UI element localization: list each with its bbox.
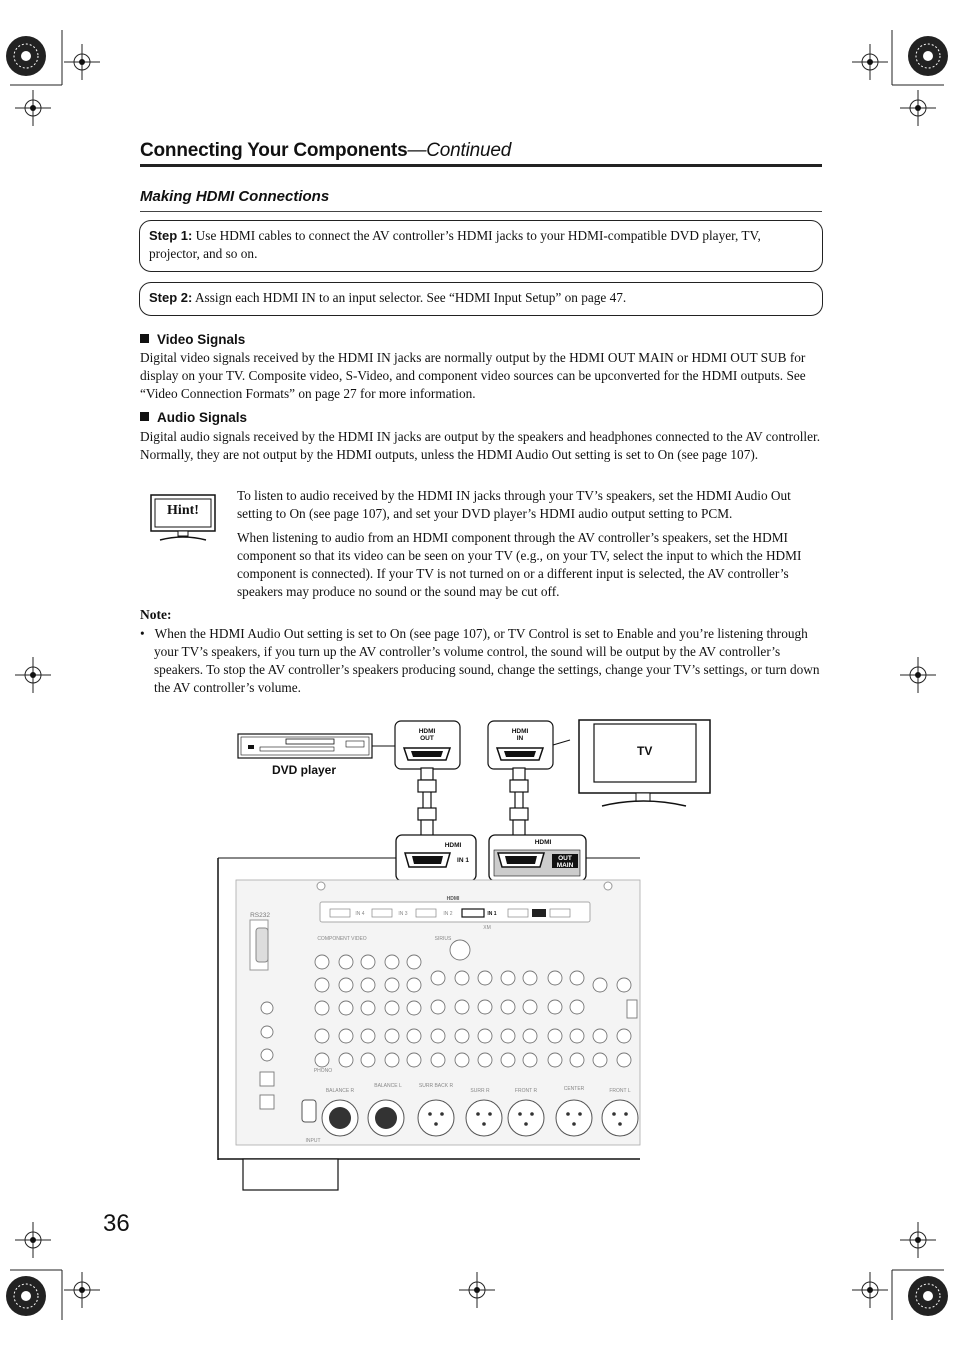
panel-surr-r-label: SURR R bbox=[470, 1088, 490, 1094]
panel-center-label: CENTER bbox=[563, 1086, 585, 1092]
hdmi-out-label: HDMI OUT bbox=[418, 728, 436, 742]
step-1-label: Step 1: bbox=[149, 228, 193, 243]
panel-hdmi-label: HDMI bbox=[446, 896, 460, 902]
receiver-rear-panel bbox=[218, 858, 640, 1190]
note-heading: Note: bbox=[140, 607, 172, 622]
hint-label: Hint! bbox=[167, 503, 199, 518]
note-item: • When the HDMI Audio Out setting is set to On (see page 107), or TV Control is set to Enable and you’re listening through your TV’s speakers, if you turn up the AV controller’s volume control, the sound will be output by the AV controller’s speakers. To stop the AV controller’s speakers producing sound, change the settings, change your TV’s settings, or turn down the AV controller’s volume. bbox=[140, 626, 820, 695]
panel-in3-label: IN 3 bbox=[398, 911, 408, 917]
receiver-hdmi-right-label: HDMI bbox=[534, 839, 552, 846]
panel-in4-label: IN 4 bbox=[355, 911, 365, 917]
step-2-text: Assign each HDMI IN to an input selector. See “HDMI Input Setup” on page 47. bbox=[194, 290, 627, 305]
page-header-title: Connecting Your Components—Continued bbox=[140, 140, 512, 161]
panel-component-video-label: COMPONENT VIDEO bbox=[317, 936, 367, 942]
panel-balance-r-label: BALANCE R bbox=[325, 1088, 355, 1094]
step-2-label: Step 2: bbox=[149, 290, 193, 305]
audio-signals-text: Digital audio signals received by the HDMI IN jacks are output by the speakers and headphones connected to the AV controller. Normally, they are not output by the HDMI outputs, unless the HDMI Audio Out setting is set to On (see page 107). bbox=[140, 429, 821, 462]
out-main-label: OUT MAIN bbox=[556, 855, 574, 869]
hint-paragraph-2: When listening to audio from an HDMI component through the AV controller’s speakers, set the HDMI component so that its video can be seen on your TV (e.g., on your TV, select the input to which the HDMI component is connected). If your TV is not turned on or a different input is selected, the AV controller’s speakers may produce no sound or the sound may be cut off. bbox=[237, 530, 802, 599]
panel-rs232-label: RS232 bbox=[250, 912, 270, 919]
panel-in2-label: IN 2 bbox=[443, 911, 453, 917]
panel-front-l-label: FRONT L bbox=[609, 1088, 631, 1094]
panel-phono-label: PHONO bbox=[313, 1068, 333, 1074]
panel-sirius-label: SIRIUS bbox=[434, 936, 452, 942]
dvd-player-label: DVD player bbox=[272, 763, 337, 777]
receiver-hdmi-left-label: HDMI bbox=[444, 842, 462, 849]
page-number: 36 bbox=[103, 1210, 130, 1237]
video-signals-text: Digital video signals received by the HDMI IN jacks are normally output by the HDMI OUT MAIN or HDMI OUT SUB for display on your TV. Composite video, S-Video, and component video sources can be upconverted for the HDMI outputs. See “Video Connection Formats” on page 27 for more information. bbox=[140, 350, 806, 401]
hint-paragraph-1: To listen to audio received by the HDMI IN jacks through your TV’s speakers, set the HDMI Audio Out setting to On (see page 107), and set your DVD player’s HDMI audio output setting to PCM. bbox=[237, 488, 791, 521]
video-signals-heading: Video Signals bbox=[140, 332, 245, 347]
header-continued: —Continued bbox=[407, 140, 512, 161]
panel-surr-back-r-label: SURR BACK R bbox=[418, 1083, 454, 1089]
hdmi-in-label: HDMI IN bbox=[511, 728, 529, 742]
section-title: Making HDMI Connections bbox=[140, 188, 330, 205]
audio-signals-heading: Audio Signals bbox=[140, 410, 247, 425]
panel-xm-label: XM bbox=[483, 925, 491, 931]
panel-front-r-label: FRONT R bbox=[514, 1088, 538, 1094]
dvd-player-illustration bbox=[238, 734, 398, 758]
tv-illustration bbox=[579, 720, 710, 806]
step-1-text: Use HDMI cables to connect the AV controller’s HDMI jacks to your HDMI-compatible DVD player, TV, projector, and so on. bbox=[149, 228, 761, 261]
tv-label: TV bbox=[637, 744, 653, 758]
panel-input-label: INPUT bbox=[305, 1138, 321, 1144]
panel-in1-label: IN 1 bbox=[487, 911, 497, 917]
panel-balance-l-label: BALANCE L bbox=[374, 1083, 402, 1089]
receiver-in1-label: IN 1 bbox=[457, 857, 469, 864]
